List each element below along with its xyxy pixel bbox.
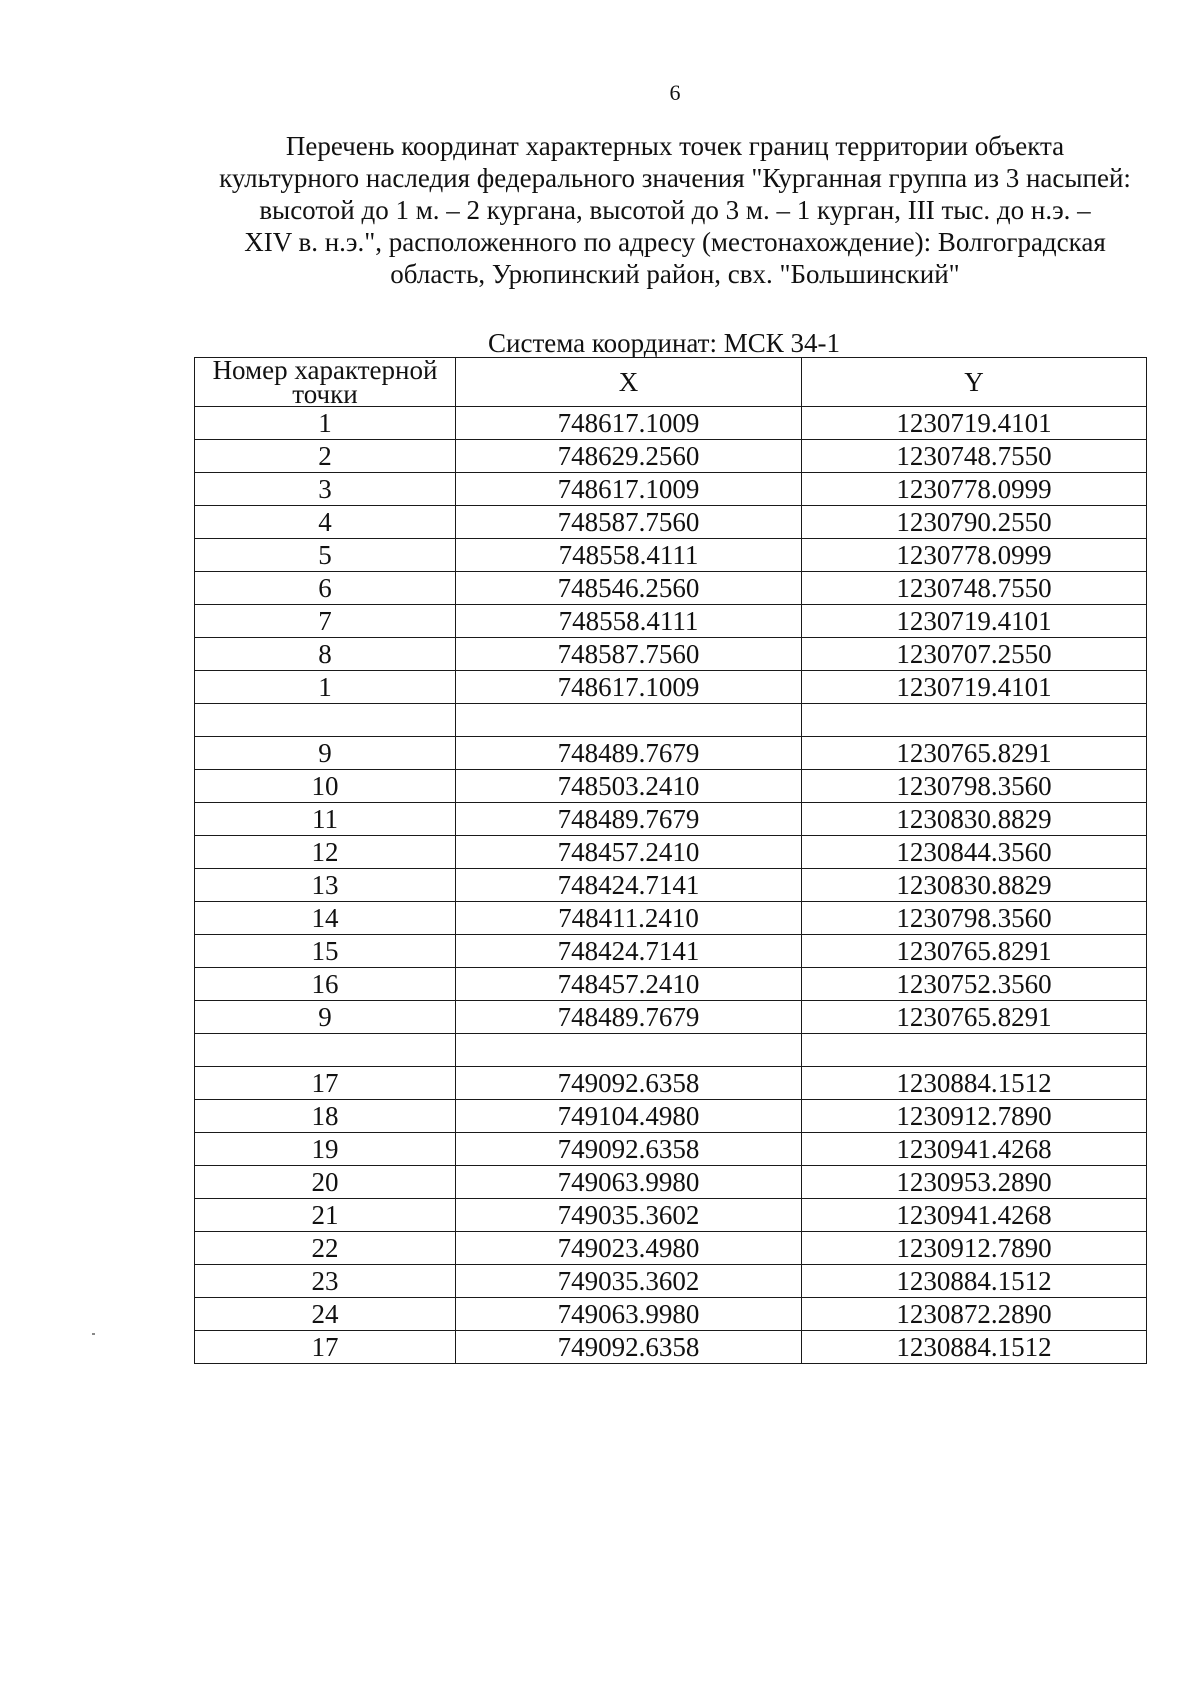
- cell-x: 748457.2410: [456, 836, 802, 869]
- cell-x: 748411.2410: [456, 902, 802, 935]
- cell-x: 748503.2410: [456, 770, 802, 803]
- cell-point-number: 21: [195, 1199, 456, 1232]
- cell-y: [802, 1034, 1147, 1067]
- cell-point-number: [195, 1034, 456, 1067]
- cell-x: [456, 1034, 802, 1067]
- page-number: 6: [669, 80, 681, 105]
- cell-y: 1230778.0999: [802, 473, 1147, 506]
- cell-x: 748617.1009: [456, 473, 802, 506]
- cell-x: 749063.9980: [456, 1298, 802, 1331]
- table-row: [195, 1232, 1147, 1265]
- cell-x: 749023.4980: [456, 1232, 802, 1265]
- cell-point-number: 20: [195, 1166, 456, 1199]
- cell-x: 748424.7141: [456, 935, 802, 968]
- cell-y: 1230830.8829: [802, 803, 1147, 836]
- table-row: [195, 1067, 1147, 1100]
- cell-point-number: 2: [195, 440, 456, 473]
- cell-point-number: 24: [195, 1298, 456, 1331]
- table-row: [195, 1100, 1147, 1133]
- table-body: [195, 407, 1147, 1364]
- table-row: [195, 506, 1147, 539]
- table-row: [195, 473, 1147, 506]
- cell-x: [456, 704, 802, 737]
- cell-point-number: 12: [195, 836, 456, 869]
- cell-y: 1230765.8291: [802, 737, 1147, 770]
- cell-y: 1230798.3560: [802, 770, 1147, 803]
- cell-y: 1230752.3560: [802, 968, 1147, 1001]
- cell-y: 1230719.4101: [802, 671, 1147, 704]
- cell-y: 1230798.3560: [802, 902, 1147, 935]
- cell-point-number: 9: [195, 1001, 456, 1034]
- table-row: [195, 968, 1147, 1001]
- table-row: [195, 737, 1147, 770]
- cell-point-number: 1: [195, 671, 456, 704]
- cell-x: 748558.4111: [456, 605, 802, 638]
- title-line: высотой до 1 м. – 2 кургана, высотой до 3 м. – 1 курган, III тыс. до н.э. –: [259, 195, 1091, 225]
- header-x: X: [456, 358, 802, 407]
- cell-x: 748629.2560: [456, 440, 802, 473]
- cell-x: 748424.7141: [456, 869, 802, 902]
- cell-point-number: 11: [195, 803, 456, 836]
- cell-y: 1230765.8291: [802, 935, 1147, 968]
- table-row: [195, 1298, 1147, 1331]
- cell-y: 1230884.1512: [802, 1265, 1147, 1298]
- table-row: [195, 638, 1147, 671]
- cell-x: 748457.2410: [456, 968, 802, 1001]
- cell-point-number: 6: [195, 572, 456, 605]
- cell-x: 748489.7679: [456, 737, 802, 770]
- table-row: [195, 1166, 1147, 1199]
- cell-point-number: 22: [195, 1232, 456, 1265]
- table-row: [195, 803, 1147, 836]
- cell-point-number: 15: [195, 935, 456, 968]
- cell-y: 1230719.4101: [802, 605, 1147, 638]
- cell-y: 1230884.1512: [802, 1067, 1147, 1100]
- cell-y: 1230778.0999: [802, 539, 1147, 572]
- table-row: [195, 1265, 1147, 1298]
- cell-y: 1230884.1512: [802, 1331, 1147, 1364]
- table-row: [195, 1001, 1147, 1034]
- cell-x: 749092.6358: [456, 1133, 802, 1166]
- cell-x: 749063.9980: [456, 1166, 802, 1199]
- cell-y: 1230748.7550: [802, 572, 1147, 605]
- table-row: [195, 440, 1147, 473]
- cell-y: 1230748.7550: [802, 440, 1147, 473]
- cell-point-number: 19: [195, 1133, 456, 1166]
- cell-point-number: 17: [195, 1331, 456, 1364]
- cell-y: 1230790.2550: [802, 506, 1147, 539]
- cell-x: 748617.1009: [456, 407, 802, 440]
- table-row: [195, 1199, 1147, 1232]
- table-row: [195, 935, 1147, 968]
- table-header-row: [195, 358, 1147, 407]
- scan-mark: [92, 1333, 95, 1335]
- cell-y: 1230872.2890: [802, 1298, 1147, 1331]
- cell-y: 1230844.3560: [802, 836, 1147, 869]
- cell-y: 1230707.2550: [802, 638, 1147, 671]
- cell-y: 1230830.8829: [802, 869, 1147, 902]
- coordinate-system-caption: Система координат: МСК 34-1: [488, 328, 840, 358]
- cell-y: 1230719.4101: [802, 407, 1147, 440]
- table-row: [195, 1034, 1147, 1067]
- cell-x: 749104.4980: [456, 1100, 802, 1133]
- cell-x: 748558.4111: [456, 539, 802, 572]
- cell-point-number: 18: [195, 1100, 456, 1133]
- cell-y: 1230912.7890: [802, 1100, 1147, 1133]
- title-line: область, Урюпинский район, свх. "Большинский": [390, 259, 960, 289]
- title-line: XIV в. н.э.", расположенного по адресу (местонахождение): Волгоградская: [244, 227, 1106, 257]
- cell-point-number: 17: [195, 1067, 456, 1100]
- header-y: Y: [802, 358, 1147, 407]
- table-row: [195, 539, 1147, 572]
- table-row: [195, 1331, 1147, 1364]
- cell-point-number: 16: [195, 968, 456, 1001]
- cell-point-number: 9: [195, 737, 456, 770]
- cell-y: 1230941.4268: [802, 1199, 1147, 1232]
- cell-point-number: 7: [195, 605, 456, 638]
- cell-point-number: 23: [195, 1265, 456, 1298]
- cell-point-number: 1: [195, 407, 456, 440]
- cell-point-number: 8: [195, 638, 456, 671]
- cell-x: 748489.7679: [456, 803, 802, 836]
- cell-y: 1230941.4268: [802, 1133, 1147, 1166]
- cell-point-number: 13: [195, 869, 456, 902]
- cell-x: 749035.3602: [456, 1265, 802, 1298]
- table-row: [195, 671, 1147, 704]
- document-title: [150, 130, 1200, 290]
- cell-x: 749092.6358: [456, 1331, 802, 1364]
- cell-y: 1230953.2890: [802, 1166, 1147, 1199]
- table-row: [195, 902, 1147, 935]
- cell-x: 748587.7560: [456, 638, 802, 671]
- table-row: [195, 770, 1147, 803]
- cell-point-number: 3: [195, 473, 456, 506]
- table-row: [195, 836, 1147, 869]
- cell-x: 748617.1009: [456, 671, 802, 704]
- cell-x: 748587.7560: [456, 506, 802, 539]
- title-line: Перечень координат характерных точек границ территории объекта: [285, 131, 1065, 161]
- cell-point-number: 14: [195, 902, 456, 935]
- cell-x: 748546.2560: [456, 572, 802, 605]
- cell-point-number: 5: [195, 539, 456, 572]
- table-row: [195, 1133, 1147, 1166]
- cell-point-number: [195, 704, 456, 737]
- table-row: [195, 869, 1147, 902]
- table-row: [195, 572, 1147, 605]
- cell-y: 1230765.8291: [802, 1001, 1147, 1034]
- cell-x: 748489.7679: [456, 1001, 802, 1034]
- table-row: [195, 605, 1147, 638]
- cell-x: 749092.6358: [456, 1067, 802, 1100]
- cell-point-number: 10: [195, 770, 456, 803]
- cell-y: [802, 704, 1147, 737]
- cell-point-number: 4: [195, 506, 456, 539]
- cell-y: 1230912.7890: [802, 1232, 1147, 1265]
- coordinates-table: [194, 357, 1147, 1364]
- title-line: культурного наследия федерального значения "Курганная группа из 3 насыпей:: [219, 163, 1131, 193]
- header-point-number: Номер характерной точки: [195, 358, 456, 407]
- cell-x: 749035.3602: [456, 1199, 802, 1232]
- table-row: [195, 407, 1147, 440]
- table-row: [195, 704, 1147, 737]
